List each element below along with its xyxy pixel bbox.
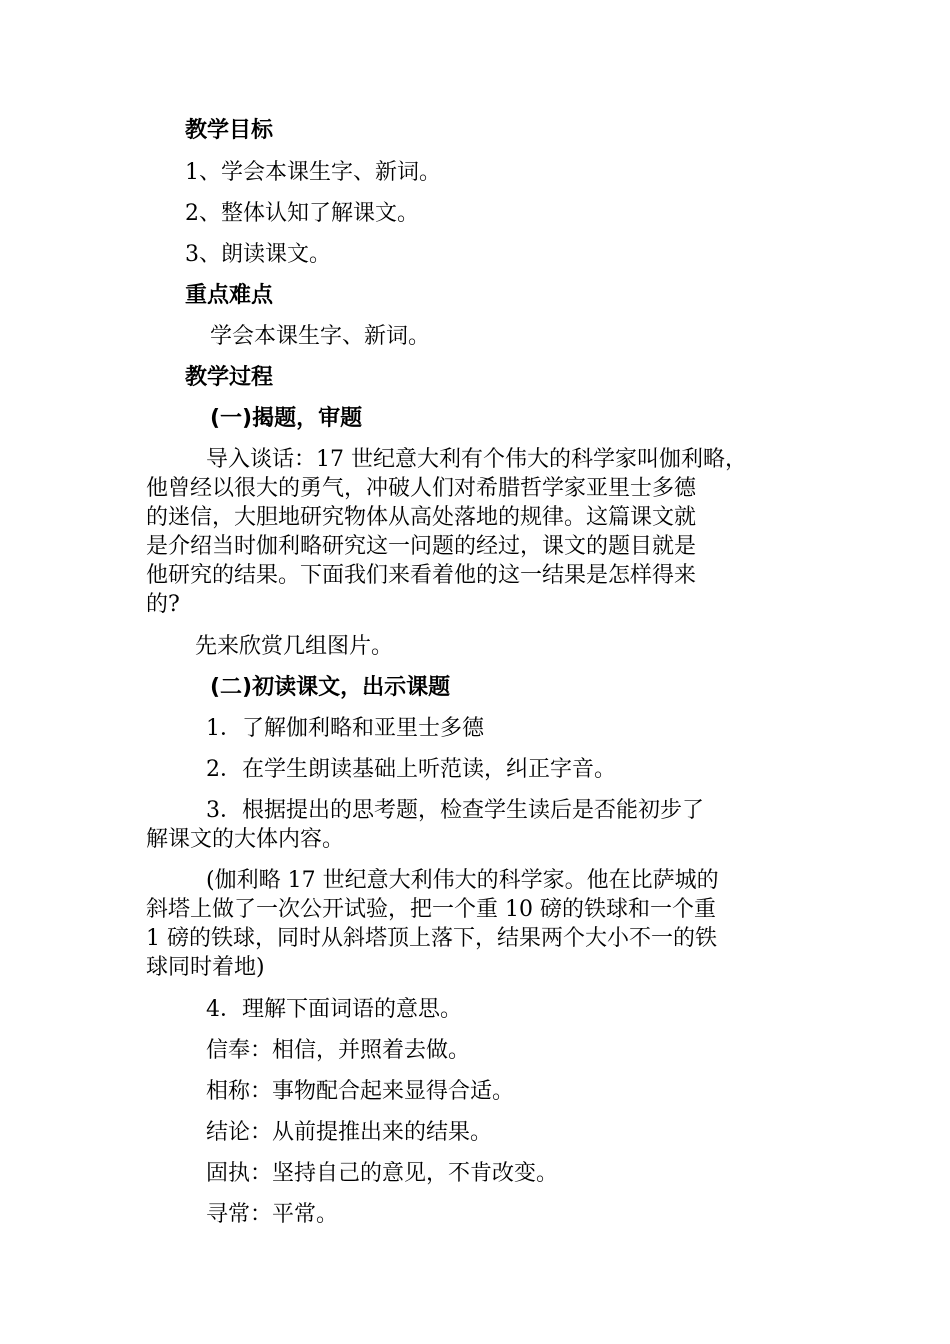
section1-title: (一)揭题，审题 [210, 406, 363, 431]
vocab-item: 结论：从前提推出来的结果。 [206, 1120, 493, 1145]
answer-line: (伽利略 17 世纪意大利伟大的科学家。他在比萨城的 [206, 868, 719, 893]
step-item: 2．在学生朗读基础上听范读，纠正字音。 [206, 757, 616, 782]
vocab-item: 相称：事物配合起来显得合适。 [206, 1079, 515, 1104]
vocab-item: 固执：坚持自己的意见，不肯改变。 [206, 1161, 559, 1186]
intro-line: 是介绍当时伽利略研究这一问题的经过，课文的题目就是 [146, 534, 697, 559]
intro-line: 他曾经以很大的勇气，冲破人们对希腊哲学家亚里士多德 [146, 476, 697, 501]
heading-key-points: 重点难点 [185, 283, 274, 308]
intro-line: 他研究的结果。下面我们来看着他的这一结果是怎样得来 [146, 563, 697, 588]
step-line: 3．根据提出的思考题，检查学生读后是否能初步了 [206, 798, 704, 823]
intro-line: 的迷信，大胆地研究物体从高处落地的规律。这篇课文就 [146, 505, 697, 530]
section2-title: (二)初读课文，出示课题 [210, 675, 451, 700]
answer-line: 球同时着地) [146, 955, 265, 980]
step-item: 4．理解下面词语的意思。 [206, 997, 462, 1022]
objective-item: 2、整体认知了解课文。 [185, 201, 419, 226]
heading-process: 教学过程 [185, 365, 274, 390]
heading-objectives: 教学目标 [185, 118, 274, 143]
pictures-line: 先来欣赏几组图片。 [195, 634, 394, 659]
answer-line: 1 磅的铁球，同时从斜塔顶上落下，结果两个大小不一的铁 [146, 926, 717, 951]
vocab-item: 寻常：平常。 [206, 1202, 339, 1227]
intro-line: 的? [146, 592, 180, 617]
step-line: 解课文的大体内容。 [146, 827, 345, 852]
vocab-item: 信奉：相信，并照着去做。 [206, 1038, 471, 1063]
answer-line: 斜塔上做了一次公开试验，把一个重 10 磅的铁球和一个重 [146, 897, 716, 922]
key-points-text: 学会本课生字、新词。 [210, 324, 431, 349]
intro-line: 导入谈话：17 世纪意大利有个伟大的科学家叫伽利略， [206, 447, 747, 472]
objective-item: 3、朗读课文。 [185, 242, 331, 267]
objective-item: 1、学会本课生字、新词。 [185, 160, 441, 185]
step-item: 1．了解伽利略和亚里士多德 [206, 716, 484, 741]
